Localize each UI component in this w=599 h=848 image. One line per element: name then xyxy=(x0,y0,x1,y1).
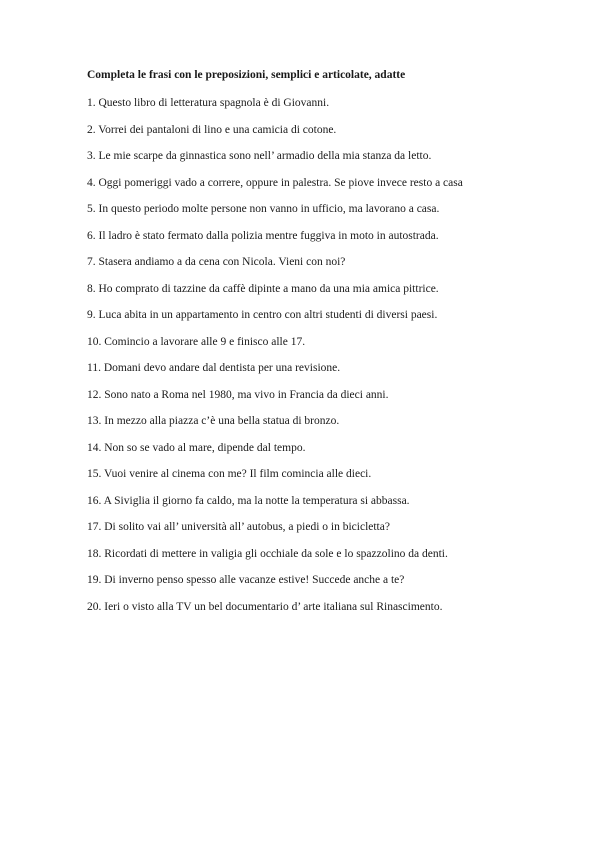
sentence-9: 9. Luca abita in un appartamento in centro con altri studenti di diversi paesi. xyxy=(87,309,438,321)
sentence-5: 5. In questo periodo molte persone non vanno in ufficio, ma lavorano a casa. xyxy=(87,203,440,215)
sentence-2: 2. Vorrei dei pantaloni di lino e una camicia di cotone. xyxy=(87,123,337,136)
sentence-12: 12. Sono nato a Roma nel 1980, ma vivo in Francia da dieci anni. xyxy=(87,388,389,401)
sentence-17: 17. Di solito vai all’ università all’ autobus, a piedi o in bicicletta? xyxy=(87,521,390,533)
sentence-7: 7. Stasera andiamo a da cena con Nicola. Vieni con noi? xyxy=(87,256,346,268)
sentence-13: 13. In mezzo alla piazza c’è una bella statua di bronzo. xyxy=(87,415,340,427)
sentence-6: 6. Il ladro è stato fermato dalla polizia mentre fuggiva in moto in autostrada. xyxy=(87,229,439,242)
sentence-10: 10. Comincio a lavorare alle 9 e finisco alle 17. xyxy=(87,335,306,348)
sentence-19: 19. Di inverno penso spesso alle vacanze estive! Succede anche a te? xyxy=(87,574,405,586)
sentence-8: 8. Ho comprato di tazzine da caffè dipinte a mano da una mia amica pittrice. xyxy=(87,282,439,295)
sentence-16: 16. A Siviglia il giorno fa caldo, ma la notte la temperatura si abbassa. xyxy=(87,494,410,507)
sentence-14: 14. Non so se vado al mare, dipende dal tempo. xyxy=(87,441,306,454)
sentence-list xyxy=(87,96,463,626)
sentence-15: 15. Vuoi venire al cinema con me? Il film comincia alle dieci. xyxy=(87,468,372,480)
sentence-4: 4. Oggi pomeriggi vado a correre, oppure in palestra. Se piove invece resto a casa xyxy=(87,176,463,189)
sentence-18: 18. Ricordati di mettere in valigia gli occhiale da sole e lo spazzolino da denti. xyxy=(87,547,448,560)
sentence-20: 20. Ieri o visto alla TV un bel documentario d’ arte italiana sul Rinascimento. xyxy=(87,600,443,613)
sentence-1: 1. Questo libro di letteratura spagnola è di Giovanni. xyxy=(87,97,330,109)
exercise-title: Completa le frasi con le preposizioni, semplici e articolate, adatte xyxy=(87,69,406,81)
sentence-11: 11. Domani devo andare dal dentista per una revisione. xyxy=(87,362,341,374)
sentence-3: 3. Le mie scarpe da ginnastica sono nell’ armadio della mia stanza da letto. xyxy=(87,150,432,162)
